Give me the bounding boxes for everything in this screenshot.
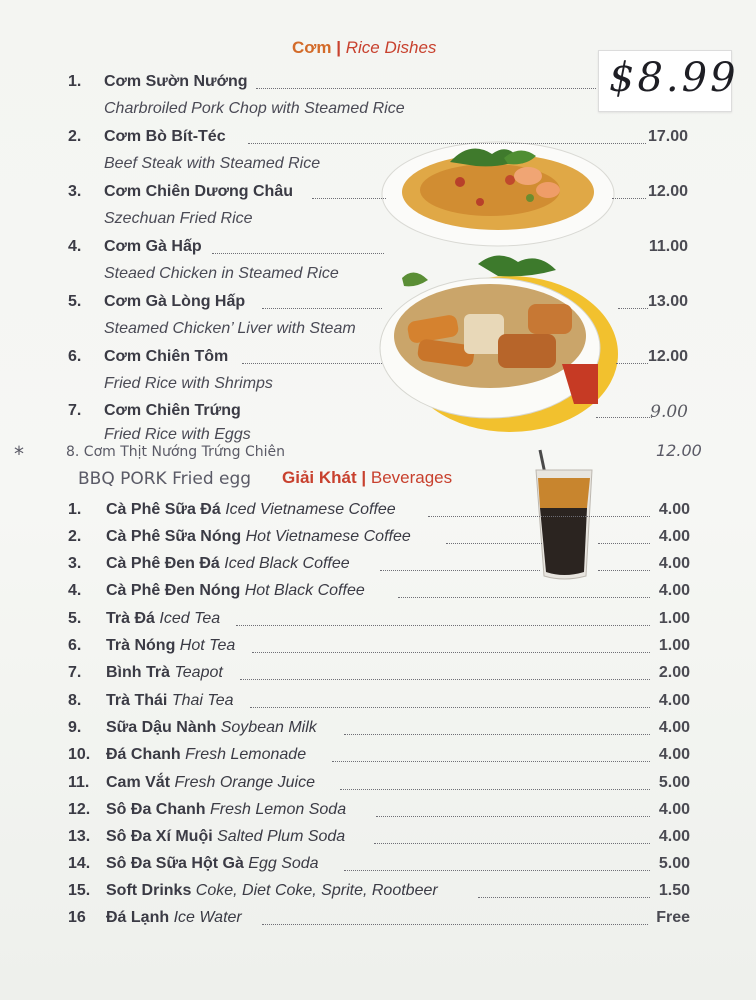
rice-item-name: Cơm Chiên Dương Châu	[104, 183, 293, 200]
beverage-number: 2.	[68, 528, 82, 545]
beverage-name-vietnamese: Sữa Dậu Nành	[106, 719, 217, 736]
rice-item-price: 12.00	[647, 183, 688, 200]
beverage-number: 6.	[68, 637, 82, 654]
dot-leader	[446, 543, 542, 544]
rice-item	[0, 183, 756, 209]
beverage-item	[0, 909, 756, 935]
dot-leader	[380, 570, 540, 571]
dot-leader	[398, 597, 650, 598]
beverage-number: 9.	[68, 719, 82, 736]
dot-leader	[248, 143, 646, 144]
beverage-name-vietnamese: Soft Drinks	[106, 882, 192, 899]
beverage-name-english: Iced Black Coffee	[224, 555, 350, 572]
rice-item-number: 7.	[68, 402, 82, 419]
rice-item-name: Cơm Gà Lòng Hấp	[104, 293, 246, 310]
dot-leader	[344, 734, 650, 735]
beverages-title-vietnamese: Giải Khát	[282, 468, 357, 487]
beverage-item	[0, 582, 756, 608]
beverage-price: 5.00	[658, 855, 690, 872]
dot-leader	[262, 308, 382, 309]
beverage-name-english: Ice Water	[173, 909, 242, 926]
beverage-name-vietnamese: Sô Đa Xí Muội	[106, 828, 213, 845]
beverage-name-vietnamese: Đá Chanh	[106, 746, 181, 763]
dot-leader	[612, 198, 646, 199]
beverage-price: 4.00	[658, 501, 690, 518]
rice-title-separator: |	[336, 38, 341, 57]
beverage-number: 15.	[68, 882, 91, 899]
rice-item-description: Fried Rice with Eggs	[104, 426, 251, 443]
beverage-price: 1.00	[658, 610, 690, 627]
rice-item-price: 17.00	[647, 128, 688, 145]
handwritten-item-name: 8. Cơm Thịt Nướng Trứng Chiên	[66, 444, 285, 460]
beverage-name-english: Hot Vietnamese Coffee	[245, 528, 411, 545]
rice-item-name: Cơm Bò Bít-Téc	[104, 128, 226, 145]
beverage-price: 4.00	[658, 692, 690, 709]
dot-leader	[262, 924, 648, 925]
beverage-name-english: Teapot	[174, 664, 223, 681]
dot-leader	[332, 761, 650, 762]
dot-leader	[616, 363, 648, 364]
beverage-item	[0, 610, 756, 636]
beverage-number: 13.	[68, 828, 91, 845]
beverage-name-english: Thai Tea	[171, 692, 234, 709]
rice-item-name: Cơm Chiên Trứng	[104, 402, 241, 419]
dot-leader	[374, 843, 650, 844]
dot-leader	[376, 816, 650, 817]
rice-item-number: 1.	[68, 73, 82, 90]
beverage-name-english: Salted Plum Soda	[217, 828, 346, 845]
beverage-item	[0, 664, 756, 690]
rice-title-vietnamese: Cơm	[292, 38, 332, 57]
beverage-number: 8.	[68, 692, 82, 709]
rice-section-title	[292, 38, 436, 58]
beverage-price: 4.00	[658, 582, 690, 599]
beverages-title-english: Beverages	[370, 468, 453, 487]
handwritten-item-price: 12.00	[656, 441, 702, 460]
rice-item	[0, 73, 756, 99]
beverage-price: 1.00	[658, 637, 690, 654]
rice-item-price: 13.00	[647, 293, 688, 310]
beverage-number: 14.	[68, 855, 91, 872]
beverage-item	[0, 719, 756, 745]
rice-item-description: Beef Steak with Steamed Rice	[104, 155, 321, 172]
beverage-number: 11.	[68, 774, 90, 791]
beverage-price: 4.00	[658, 746, 690, 763]
beverage-number: 7.	[68, 664, 82, 681]
dot-leader	[312, 198, 386, 199]
beverage-name-english: Soybean Milk	[220, 719, 317, 736]
beverage-number: 12.	[68, 801, 91, 818]
dot-leader	[212, 253, 384, 254]
dot-leader	[340, 789, 650, 790]
beverage-name-vietnamese: Trà Nóng	[106, 637, 176, 654]
beverage-name-vietnamese: Cà Phê Sữa Nóng	[106, 528, 242, 545]
beverage-item	[0, 746, 756, 772]
beverage-name-english: Fresh Lemonade	[185, 746, 307, 763]
rice-item-price: 9.00	[650, 402, 688, 422]
dot-leader	[428, 516, 650, 517]
dot-leader	[598, 570, 650, 571]
rice-item-description: Steamed Chicken’ Liver with Steam	[104, 320, 356, 337]
beverage-name-vietnamese: Sô Đa Chanh	[106, 801, 206, 818]
dot-leader	[252, 652, 650, 653]
beverage-number: 1.	[68, 501, 82, 518]
beverage-number: 4.	[68, 582, 82, 599]
dot-leader	[236, 625, 650, 626]
beverage-name-vietnamese: Đá Lạnh	[106, 909, 170, 926]
rice-item-name: Cơm Chiên Tôm	[104, 348, 229, 365]
dot-leader	[240, 679, 650, 680]
beverage-item	[0, 774, 756, 800]
dot-leader	[618, 308, 648, 309]
beverage-price: 4.00	[658, 555, 690, 572]
dot-leader	[596, 417, 652, 418]
dot-leader	[250, 707, 650, 708]
beverage-name-vietnamese: Sô Đa Sữa Hột Gà	[106, 855, 244, 872]
rice-item	[0, 128, 756, 154]
beverage-price: 4.00	[658, 719, 690, 736]
beverages-section-title	[282, 468, 452, 488]
beverage-item	[0, 828, 756, 854]
beverage-name-vietnamese: Trà Đá	[106, 610, 155, 627]
rice-item	[0, 402, 756, 428]
beverage-name-english: Iced Vietnamese Coffee	[225, 501, 396, 518]
beverage-name-vietnamese: Cam Vắt	[106, 774, 171, 791]
rice-item-description: Charbroiled Pork Chop with Steamed Rice	[104, 100, 405, 117]
beverage-name-english: Iced Tea	[159, 610, 221, 627]
beverage-name-vietnamese: Cà Phê Đen Nóng	[106, 582, 241, 599]
price-sticker-text: $8.99	[609, 55, 739, 101]
beverage-number: 3.	[68, 555, 82, 572]
rice-item	[0, 348, 756, 374]
beverage-name-english: Coke, Diet Coke, Sprite, Rootbeer	[195, 882, 438, 899]
beverage-price: 5.00	[658, 774, 690, 791]
rice-item-description: Szechuan Fried Rice	[104, 210, 253, 227]
dot-leader	[256, 88, 596, 89]
beverage-number: 5.	[68, 610, 82, 627]
dot-leader	[344, 870, 650, 871]
rice-item-name: Cơm Sườn Nướng	[104, 73, 248, 90]
rice-item-description: Fried Rice with Shrimps	[104, 375, 273, 392]
beverage-item	[0, 528, 756, 554]
handwritten-star: *	[14, 442, 24, 466]
handwritten-item-english: BBQ PORK Fried egg	[78, 469, 252, 489]
rice-item-description: Steaed Chicken in Steamed Rice	[104, 265, 339, 282]
beverage-name-english: Egg Soda	[248, 855, 319, 872]
beverage-number: 10.	[68, 746, 91, 763]
beverage-item	[0, 501, 756, 527]
beverage-name-vietnamese: Cà Phê Đen Đá	[106, 555, 220, 572]
beverage-name-english: Fresh Orange Juice	[174, 774, 315, 791]
beverage-price: 4.00	[658, 528, 690, 545]
rice-item-number: 5.	[68, 293, 82, 310]
rice-title-english: Rice Dishes	[345, 38, 437, 57]
beverage-name-english: Fresh Lemon Soda	[210, 801, 347, 818]
rice-item-price: 12.00	[647, 348, 688, 365]
beverage-name-english: Hot Black Coffee	[244, 582, 365, 599]
beverage-price: 4.00	[658, 801, 690, 818]
beverage-item	[0, 801, 756, 827]
beverage-item	[0, 555, 756, 581]
beverage-name-vietnamese: Trà Thái	[106, 692, 168, 709]
rice-item	[0, 238, 756, 264]
beverage-price: 1.50	[658, 882, 690, 899]
rice-item-number: 3.	[68, 183, 82, 200]
beverage-name-english: Hot Tea	[179, 637, 236, 654]
beverage-number: 16	[68, 909, 86, 926]
beverage-item	[0, 692, 756, 718]
rice-item-price: 11.00	[648, 238, 688, 255]
beverage-item	[0, 637, 756, 663]
rice-item-number: 4.	[68, 238, 82, 255]
beverage-item	[0, 882, 756, 908]
rice-item-name: Cơm Gà Hấp	[104, 238, 202, 255]
dot-leader	[598, 543, 650, 544]
rice-item-number: 2.	[68, 128, 82, 145]
beverage-price: Free	[656, 909, 690, 926]
rice-item-number: 6.	[68, 348, 82, 365]
rice-item	[0, 293, 756, 319]
beverage-name-vietnamese: Cà Phê Sữa Đá	[106, 501, 221, 518]
dot-leader	[242, 363, 382, 364]
beverage-price: 2.00	[658, 664, 690, 681]
dot-leader	[478, 897, 650, 898]
beverage-name-vietnamese: Bình Trà	[106, 664, 171, 681]
beverages-title-separator: |	[361, 468, 367, 487]
beverage-item	[0, 855, 756, 881]
beverage-price: 4.00	[658, 828, 690, 845]
